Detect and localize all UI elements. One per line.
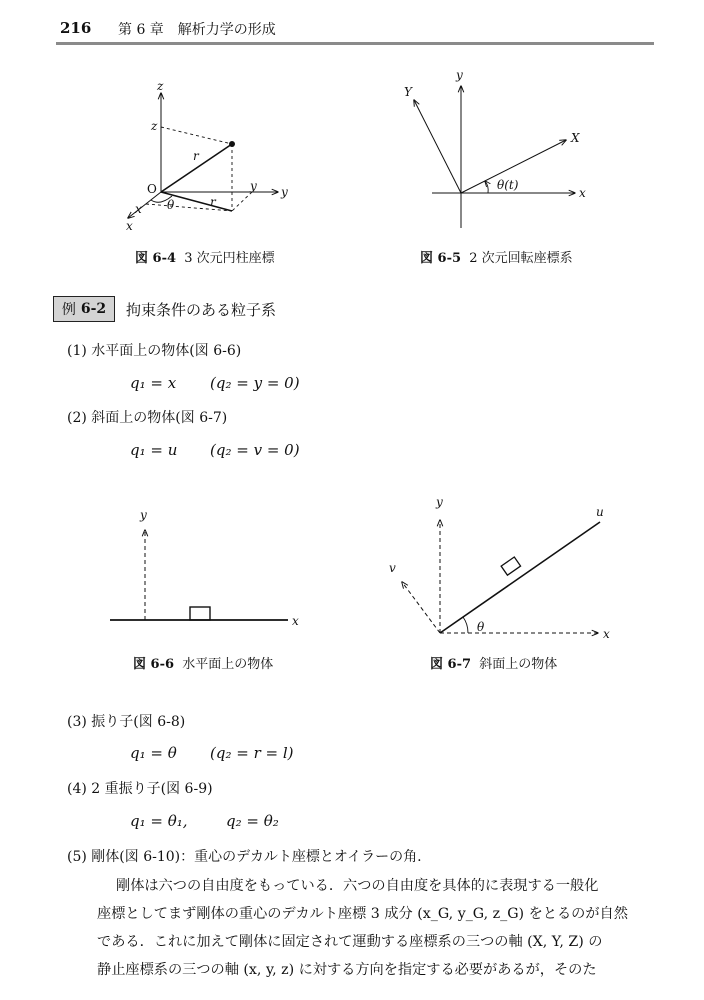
fig-6-7-theta: θ	[477, 620, 485, 634]
paragraph-line-1: 剛体は六つの自由度をもっている．六つの自由度を具体的に表現する一般化	[116, 878, 599, 894]
item-4: (4) 2 重振り子(図 6-9)	[67, 781, 213, 797]
incline-u-axis	[440, 522, 600, 633]
fig-6-4-theta: θ	[167, 198, 175, 212]
fig-6-4-x-mid: x	[135, 202, 142, 216]
item-1: (1) 水平面上の物体(図 6-6)	[67, 343, 242, 359]
fig-6-5-x: x	[579, 186, 586, 200]
fig-6-4-origin: O	[147, 182, 157, 196]
fig-6-7-v: v	[389, 561, 396, 575]
caption-fig-6-4: 図 6-4 3 次元円柱座標	[135, 251, 275, 266]
figure-6-4-diagram	[128, 93, 278, 218]
fig-6-7-x: x	[603, 627, 610, 641]
fig-6-4-x-end: x	[126, 219, 133, 233]
theta-t-arc	[485, 181, 488, 193]
eq-2a: q₁ = u	[130, 441, 178, 459]
fig-6-5-y: y	[456, 68, 463, 82]
fig-6-4-z-top: z	[157, 79, 164, 93]
eq-4b: q₂ = θ₂	[226, 812, 279, 830]
example-label-box	[53, 296, 115, 322]
paragraph-line-4: 静止座標系の三つの軸 (x, y, z) に対する方向を指定する必要があるが，そのた	[97, 962, 597, 978]
block	[190, 607, 210, 620]
caption-fig-6-5: 図 6-5 2 次元回転座標系	[420, 251, 573, 266]
fig-6-4-y-mid: y	[250, 179, 257, 193]
fig-6-5-X: X	[571, 131, 580, 145]
eq-1b: (q₂ = y = 0)	[210, 374, 300, 392]
example-title: 拘束条件のある粒子系	[126, 301, 277, 319]
caption-fig-6-6: 図 6-6 水平面上の物体	[133, 657, 274, 672]
example-tag: 例	[61, 302, 76, 318]
example-number: 6-2	[80, 301, 107, 317]
rotated-Y-axis	[414, 100, 461, 193]
dashed-z-level	[161, 127, 232, 144]
paragraph-line-3: である．これに加えて剛体に固定されて運動する座標系の三つの軸 (X, Y, Z) の	[97, 934, 603, 950]
fig-6-7-u: u	[596, 505, 604, 519]
eq-3b: (q₂ = r = l)	[210, 744, 294, 762]
eq-1a: q₁ = x	[130, 374, 177, 392]
eq-2b: (q₂ = v = 0)	[210, 441, 300, 459]
eq-3a: q₁ = θ	[130, 744, 177, 762]
theta-arc	[463, 617, 468, 633]
v-axis-dashed	[402, 582, 440, 633]
fig-6-5-Y: Y	[404, 85, 412, 99]
fig-6-4-z-mid: z	[151, 119, 158, 133]
figure-6-6-diagram	[110, 530, 288, 620]
figure-6-7-diagram	[402, 520, 600, 633]
item-2: (2) 斜面上の物体(図 6-7)	[67, 410, 228, 426]
item-3: (3) 振り子(図 6-8)	[67, 714, 186, 730]
paragraph-line-2: 座標としてまず剛体の重心のデカルト座標 3 成分 (x_G, y_G, z_G) をとるのが自然	[97, 906, 628, 922]
chapter-title: 第 6 章 解析力学の形成	[118, 22, 276, 38]
item-5: (5) 剛体(図 6-10)：重心のデカルト座標とオイラーの角.	[67, 849, 422, 865]
page-number: 216	[60, 19, 92, 37]
figure-6-5-diagram	[414, 86, 575, 228]
caption-fig-6-7: 図 6-7 斜面上の物体	[430, 657, 558, 672]
fig-6-4-r-lower: r	[210, 195, 216, 209]
dashed-y-drop	[232, 192, 252, 211]
fig-6-7-y: y	[436, 495, 443, 509]
fig-6-6-x: x	[292, 614, 299, 628]
eq-4a: q₁ = θ₁,	[130, 812, 188, 830]
fig-6-4-y-end: y	[281, 185, 288, 199]
block	[501, 557, 520, 575]
fig-6-4-r-upper: r	[193, 149, 199, 163]
fig-6-6-y: y	[140, 508, 147, 522]
fig-6-5-theta-t: θ(t)	[497, 178, 519, 192]
